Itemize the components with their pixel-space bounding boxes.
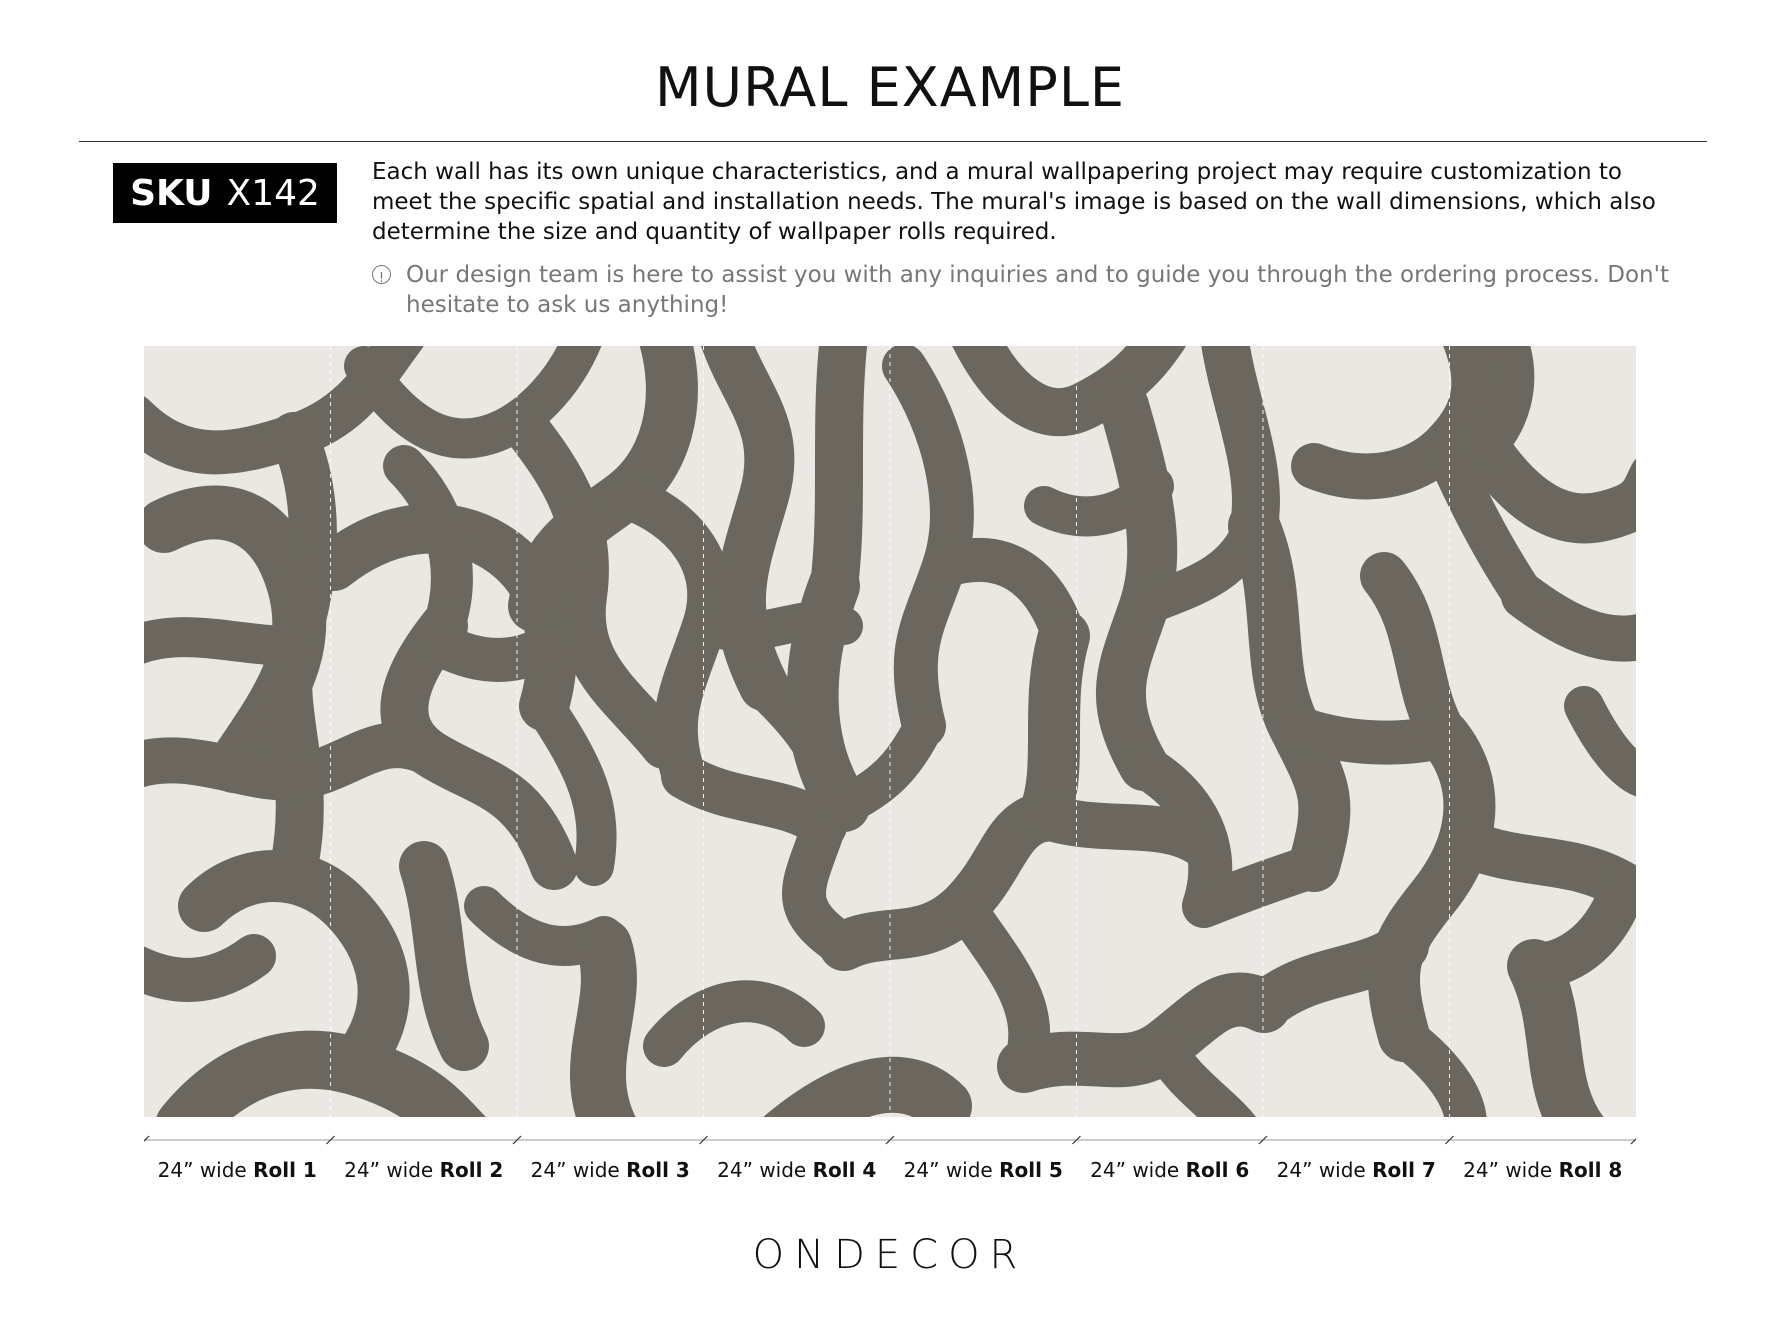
roll-labels [144,1158,1636,1188]
roll-width: 24” wide [1463,1158,1553,1182]
roll-width: 24” wide [717,1158,807,1182]
roll-label [144,1158,331,1188]
roll-name: Roll 2 [439,1158,504,1182]
roll-name: Roll 8 [1558,1158,1623,1182]
roll-label [1077,1158,1264,1188]
roll-width: 24” wide [1276,1158,1366,1182]
roll-label [1263,1158,1450,1188]
roll-label [331,1158,518,1188]
mural-preview [144,346,1636,1117]
roll-name: Roll 6 [1185,1158,1250,1182]
assistance-note [372,260,1672,320]
roll-width: 24” wide [530,1158,620,1182]
assistance-note-text: Our design team is here to assist you with any inquiries and to guide you through the ordering process. Don't hesitate to ask us anything! [406,262,1669,318]
roll-width: 24” wide [1090,1158,1180,1182]
page-title: MURAL EXAMPLE [654,56,1126,119]
roll-width: 24” wide [903,1158,993,1182]
roll-name: Roll 3 [626,1158,690,1182]
roll-label [1450,1158,1637,1188]
roll-width: 24” wide [157,1158,247,1182]
roll-name: Roll 4 [812,1158,877,1182]
roll-label [517,1158,704,1188]
roll-label [704,1158,891,1188]
sku-badge [113,163,337,223]
description-text: Each wall has its own unique characteristics, and a mural wallpapering project may require customization to meet the specific spatial and installation needs. The mural's image is based on the wall dimensions, which also determine the size and quantity of wallpaper rolls required. [372,159,1656,245]
info-icon [372,265,391,284]
roll-name: Roll 5 [999,1158,1063,1182]
roll-width-dimension-line [144,1130,1636,1150]
roll-label [890,1158,1077,1188]
sku-code: X142 [226,172,320,214]
brand-logo: ONDECOR [752,1232,1028,1278]
dimension-line-graphic [144,1130,1636,1150]
mural-pattern-image [144,346,1636,1117]
title-divider [79,141,1707,142]
roll-width: 24” wide [344,1158,434,1182]
roll-name: Roll 1 [253,1158,317,1182]
roll-name: Roll 7 [1372,1158,1436,1182]
sku-label: SKU [130,172,213,214]
